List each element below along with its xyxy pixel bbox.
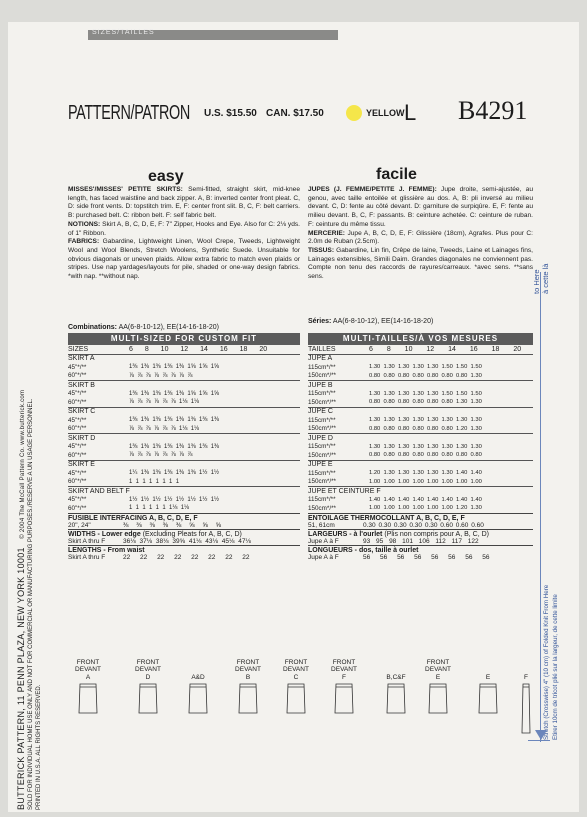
publisher-info: BUTTERICK PATTERN, 11 PENN PLAZA, NEW YORK 10001 © 2004 The McCall Pattern Co. www.butterick.com SOLD FOR INDIVIDUAL HOME USE ONLY AND NOT FOR COMMERCIAL OR MANUFACTURING PURPOSES./RESERVE A UN USAGE PERSONNEL. PRINTED IN U.S.A. ALL RIGHTS RESERVED. [16, 389, 42, 810]
lengths-en: LENGTHS - From waist [68, 545, 300, 554]
skirt-drawing-icon [478, 683, 498, 715]
table-row: 60"*/** ⅞ ⅞ ⅞ ⅞ ⅞ ⅞ ⅞ ⅞ [68, 372, 193, 380]
size-letter: L [404, 100, 417, 125]
combinations-en: Combinations: AA(6-8-10-12), EE(14-16-18-20) [68, 324, 219, 331]
sizes-strip: SIZES/TAILLES [88, 30, 338, 40]
a-cette-label: à cette là [541, 263, 550, 294]
table-row: 115cm*/** 1.40 1.40 1.40 1.40 1.40 1.40 1.40 1.40 [308, 496, 482, 504]
table-row: SKIRT A [68, 354, 300, 363]
skirt-drawing-icon [78, 683, 98, 715]
table-row: 150cm*/** 0.80 0.80 0.80 0.80 0.80 0.80 1.30 1.30 [308, 398, 482, 406]
combinations-fr: Séries: AA(6-8-10-12), EE(14-16-18-20) [308, 318, 434, 325]
pattern-envelope-back [8, 22, 579, 812]
skirt-drawing-icon [138, 683, 158, 715]
sketch-4: FRONT DEVANT C [276, 657, 316, 715]
sketch-0: FRONT DEVANT A [68, 657, 108, 715]
table-row: 45"*/** 1¼ 1⅜ 1⅜ 1⅜ 1⅜ 1⅜ 1½ 1½ [68, 469, 220, 477]
yardage-table-fr: MULTI-TAILLES/À VOS MESURES TAILLES 6 8 10 12 14 16 18 20 JUPE A 115cm*/** 1.30 1.30 1.30 1.30 1.30 1.50 1.50 1.50 150cm*/** 0.80 0.80 0.80 0.80 0.80 0.80 0.80 1.30 JUPE B 115cm*/** 1.30 1.30 1.30 1.30 1.30 1.50 1.50 1.50 150cm*/** 0.80 0.80 0.80 0.80 0.80 0.80 1.30 1.30 JUPE C 115cm*/** 1.30 1.30 1.30 1.30 1.30 1.30 1.30 1.30 150cm*/** 0.80 0.80 0.80 0.80 0.80 0.80 1.20 1.30 JUPE D 115cm*/** 1.30 1.30 1.30 1.30 1.30 1.30 1.30 1.30 150cm*/** 0.80 0.80 0.80 0.80 0.80 0.80 0.80 0.80 JUPE E 115cm*/** 1.20 1.30 1.30 1.30 1.30 1.30 1.40 1.40 150cm*/** 1.00 1.00 1.00 1.00 1.00 1.00 1.00 1.00 JUPE ET CEINTURE F 115cm*/** 1.40 1.40 1.40 1.40 1.40 1.40 1.40 1.40 150cm*/** 1.00 1.00 1.00 1.00 1.00 1.00 1.20 1.30 ENTOILAGE THERMOCOLLANT A, B, C, D, E, F 51, 61cm 0.30 0.30 0.30 0.30 0.30 0.60 0.60 0.60 LARGEURS - à l'ourlet (Plis non compris pour A, B, C, D) Jupe A à F 93 95 98 101 106 112 117 122 LONGUEURS - dos, taille à ourlet Jupe A à F 56 56 56 56 56 56 56 56 [308, 333, 533, 561]
table-row: 115cm*/** 1.30 1.30 1.30 1.30 1.30 1.50 1.50 1.50 [308, 363, 482, 371]
table-title-fr: MULTI-TAILLES/À VOS MESURES [308, 333, 533, 345]
stretch-limit-mark [528, 740, 550, 741]
skirt-drawing-icon [286, 683, 306, 715]
to-here-label: to Here [532, 269, 541, 294]
difficulty-fr: facile [376, 166, 417, 183]
table-row: 60"*/** ⅞ ⅞ ⅞ ⅞ ⅞ ⅞ ⅞ ⅞ [68, 451, 193, 459]
color-label: YELLOW [366, 108, 405, 118]
table-title-en: MULTI-SIZED FOR CUSTOM FIT [68, 333, 300, 345]
skirt-drawing-icon [238, 683, 258, 715]
price-can: CAN. $17.50 [266, 108, 324, 119]
etirer-instruction: Etirer 10cm de tricot plié sur la largeur, de cette limite [552, 594, 559, 740]
table-row: 60"*/** ⅞ ⅞ ⅞ ⅞ ⅞ ⅞ 1⅛ 1⅛ [68, 398, 200, 406]
yardage-grid-en [68, 345, 300, 513]
table-row: 115cm*/** 1.20 1.30 1.30 1.30 1.30 1.30 1.40 1.40 [308, 469, 482, 477]
sizes-header-row: SIZES 6 8 10 12 14 16 18 20 [68, 345, 268, 353]
sketch-7: FRONT DEVANT E [418, 657, 458, 715]
sketch-9: F [506, 657, 546, 735]
header [68, 96, 578, 132]
skirt-drawing-icon [428, 683, 448, 715]
table-row: SKIRT AND BELT F [68, 487, 300, 496]
table-row: 115cm*/** 1.30 1.30 1.30 1.30 1.30 1.30 1.30 1.30 [308, 443, 482, 451]
skirt-drawing-icon [334, 683, 354, 715]
table-row: JUPE A [308, 354, 533, 363]
table-row: 150cm*/** 0.80 0.80 0.80 0.80 0.80 0.80 0.80 1.30 [308, 372, 482, 380]
yardage-table-en: MULTI-SIZED FOR CUSTOM FIT SIZES 6 8 10 12 14 16 18 20 SKIRT A 45"*/** 1⅜ 1⅜ 1⅜ 1⅜ 1⅜ 1⅝ 1⅝ 1⅝ 60"*/** ⅞ ⅞ ⅞ ⅞ ⅞ ⅞ ⅞ ⅞ SKIRT B 45"*/** 1⅜ 1⅜ 1⅜ 1⅜ 1⅜ 1⅝ 1⅝ 1⅝ 60"*/** ⅞ ⅞ ⅞ ⅞ ⅞ ⅞ 1⅛ 1⅛ SKIRT C 45"*/** 1⅜ 1⅜ 1⅜ 1⅜ 1⅜ 1⅜ 1⅜ 1⅜ 60"*/** ⅞ ⅞ ⅞ ⅞ ⅞ ⅞ 1⅛ 1⅛ SKIRT D 45"*/** 1⅜ 1⅜ 1⅜ 1⅜ 1⅜ 1⅜ 1⅜ 1⅜ 60"*/** ⅞ ⅞ ⅞ ⅞ ⅞ ⅞ ⅞ ⅞ SKIRT E 45"*/** 1¼ 1⅜ 1⅜ 1⅜ 1⅜ 1⅜ 1½ 1½ 60"*/** 1 1 1 1 1 1 1 1 SKIRT AND BELT F 45"*/** 1½ 1½ 1½ 1½ 1½ 1½ 1½ 1½ 60"*/** 1 1 1 1 1 1 1⅛ 1⅛ FUSIBLE INTERFACING A, B, C, D, E, F 20", 24" ⅜ ⅜ ⅜ ⅜ ⅜ ⅝ ⅝ ⅝ WIDTHS - Lower edge (Excluding Pleats for A, B, C, D) Skirt A thru F 36⅛ 37⅛ 38⅛ 39⅝ 41⅛ 43⅛ 45⅛ 47⅛ LENGTHS - From waist Skirt A thru F 22 22 22 22 22 22 22 22 [68, 333, 300, 561]
table-row: SKIRT E [68, 460, 300, 469]
stretch-guide-line [540, 272, 541, 742]
lengths-fr: LONGUEURS - dos, taille à ourlet [308, 545, 533, 554]
table-row: 60"*/** 1 1 1 1 1 1 1⅛ 1⅛ [68, 504, 190, 512]
table-row: JUPE D [308, 434, 533, 443]
skirt-drawing-icon [521, 683, 531, 735]
stretch-instruction: Stretch (Crosswise) 4" (10 cm) of Folded Knit From Here [543, 584, 550, 740]
table-row: SKIRT C [68, 407, 300, 416]
table-row: 45"*/** 1⅜ 1⅜ 1⅜ 1⅜ 1⅜ 1⅝ 1⅝ 1⅝ [68, 363, 220, 371]
widths-fr: LARGEURS - à l'ourlet (Plis non compris pour A, B, C, D) [308, 529, 533, 538]
sketch-2: A&D [178, 657, 218, 715]
table-row: 115cm*/** 1.30 1.30 1.30 1.30 1.30 1.30 1.30 1.30 [308, 416, 482, 424]
table-row: 150cm*/** 1.00 1.00 1.00 1.00 1.00 1.00 1.00 1.00 [308, 478, 482, 486]
line-drawings [68, 657, 538, 727]
table-row: JUPE E [308, 460, 533, 469]
table-row: JUPE B [308, 381, 533, 390]
sketch-3: FRONT DEVANT B [228, 657, 268, 715]
table-row: 45"*/** 1⅜ 1⅜ 1⅜ 1⅜ 1⅜ 1⅜ 1⅜ 1⅜ [68, 443, 220, 451]
table-row: 45"*/** 1⅜ 1⅜ 1⅜ 1⅜ 1⅜ 1⅜ 1⅜ 1⅜ [68, 416, 220, 424]
table-row: 150cm*/** 1.00 1.00 1.00 1.00 1.00 1.00 1.20 1.30 [308, 504, 482, 512]
pattern-number: B4291 [458, 96, 528, 125]
table-row: 45"*/** 1½ 1½ 1½ 1½ 1½ 1½ 1½ 1½ [68, 496, 220, 504]
table-row: SKIRT B [68, 381, 300, 390]
table-row: 150cm*/** 0.80 0.80 0.80 0.80 0.80 0.80 1.20 1.30 [308, 425, 482, 433]
table-row: 60"*/** 1 1 1 1 1 1 1 1 [68, 478, 180, 486]
yellow-dot-icon [346, 105, 362, 121]
table-row: JUPE C [308, 407, 533, 416]
arrow-down-icon [535, 730, 547, 740]
table-row: 115cm*/** 1.30 1.30 1.30 1.30 1.30 1.50 1.50 1.50 [308, 390, 482, 398]
sketch-6: B,C&F [376, 657, 416, 715]
difficulty-en: easy [148, 168, 184, 185]
yardage-grid-fr [308, 345, 533, 513]
price-us: U.S. $15.50 [204, 108, 257, 119]
table-row: 150cm*/** 0.80 0.80 0.80 0.80 0.80 0.80 0.80 0.80 [308, 451, 482, 459]
english-description: MISSES'/MISSES' PETITE SKIRTS: Semi-fitted, straight skirt, mid-knee length, has faced waistline and back zipper. A, B: inverted center front pleat. C, D: side front vents. D: topstitch trim. E, F: center front slit. B, C, F: belt carriers. B: purchased belt. C: ribbon belt. F: self fabric belt. NOTIONS: Skirt A, B, C, D, E, F: 7" Zipper, Hooks and Eye. Also for C: 2⅛ yds. of 1" Ribbon. FABRICS: Gabardine, Lightweight Linen, Wool Crepe, Tweeds, Lightweight Wool and Wool Blends, Stretch Woolens, Synthetic Suede. Unsuitable for obvious diagonals or uneven plaids. Allow extra fabric to match even plaids or stripes. Use nap yardages/layouts for pile, shaded or one-way design fabrics. *with nap. **without nap. [68, 186, 300, 281]
table-row: SKIRT D [68, 434, 300, 443]
skirt-drawing-icon [386, 683, 406, 715]
interfacing-fr: ENTOILAGE THERMOCOLLANT A, B, C, D, E, F [308, 513, 533, 522]
pattern-label: PATTERN/PATRON [68, 102, 190, 124]
french-description: JUPES (J. FEMME/PETITE J. FEMME): Jupe droite, semi-ajustée, au genou, avec taille entoilée et glissière au dos. A, B: pli inversé au milieu devant. C, D: fente au côté devant. D: garniture de surpiqûre. E, F: fente au milieu devant. B, C, F: passants. B: ceinture achetée. C: ceinture de ruban. F: ceinture du même tissu. MERCERIE: Jupe A, B, C, D, E, F: Glissière (18cm), Agrafes. Plus pour C: 2.0m de Ruban (2.5cm). TISSUS: Gabardine, Lin fin, Crêpe de laine, Tweeds, Laine et Lainages fins, Lainages extensibles, Simili Daim. Grandes diagonales ne conviennent pas. Compte non tenu des raccords de rayures/carreaux. *avec sens. **sans sens. [308, 186, 533, 281]
skirt-drawing-icon [188, 683, 208, 715]
sketch-5: FRONT DEVANT F [324, 657, 364, 715]
interfacing-en: FUSIBLE INTERFACING A, B, C, D, E, F [68, 513, 300, 522]
table-row: JUPE ET CEINTURE F [308, 487, 533, 496]
sketch-1: FRONT DEVANT D [128, 657, 168, 715]
widths-en: WIDTHS - Lower edge (Excluding Pleats for A, B, C, D) [68, 529, 300, 538]
sizes-header-row: TAILLES 6 8 10 12 14 16 18 20 [308, 345, 522, 353]
table-row: 45"*/** 1⅜ 1⅜ 1⅜ 1⅜ 1⅜ 1⅝ 1⅝ 1⅝ [68, 390, 220, 398]
sketch-8: E [468, 657, 508, 715]
table-row: 60"*/** ⅞ ⅞ ⅞ ⅞ ⅞ ⅞ 1⅛ 1⅛ [68, 425, 200, 433]
